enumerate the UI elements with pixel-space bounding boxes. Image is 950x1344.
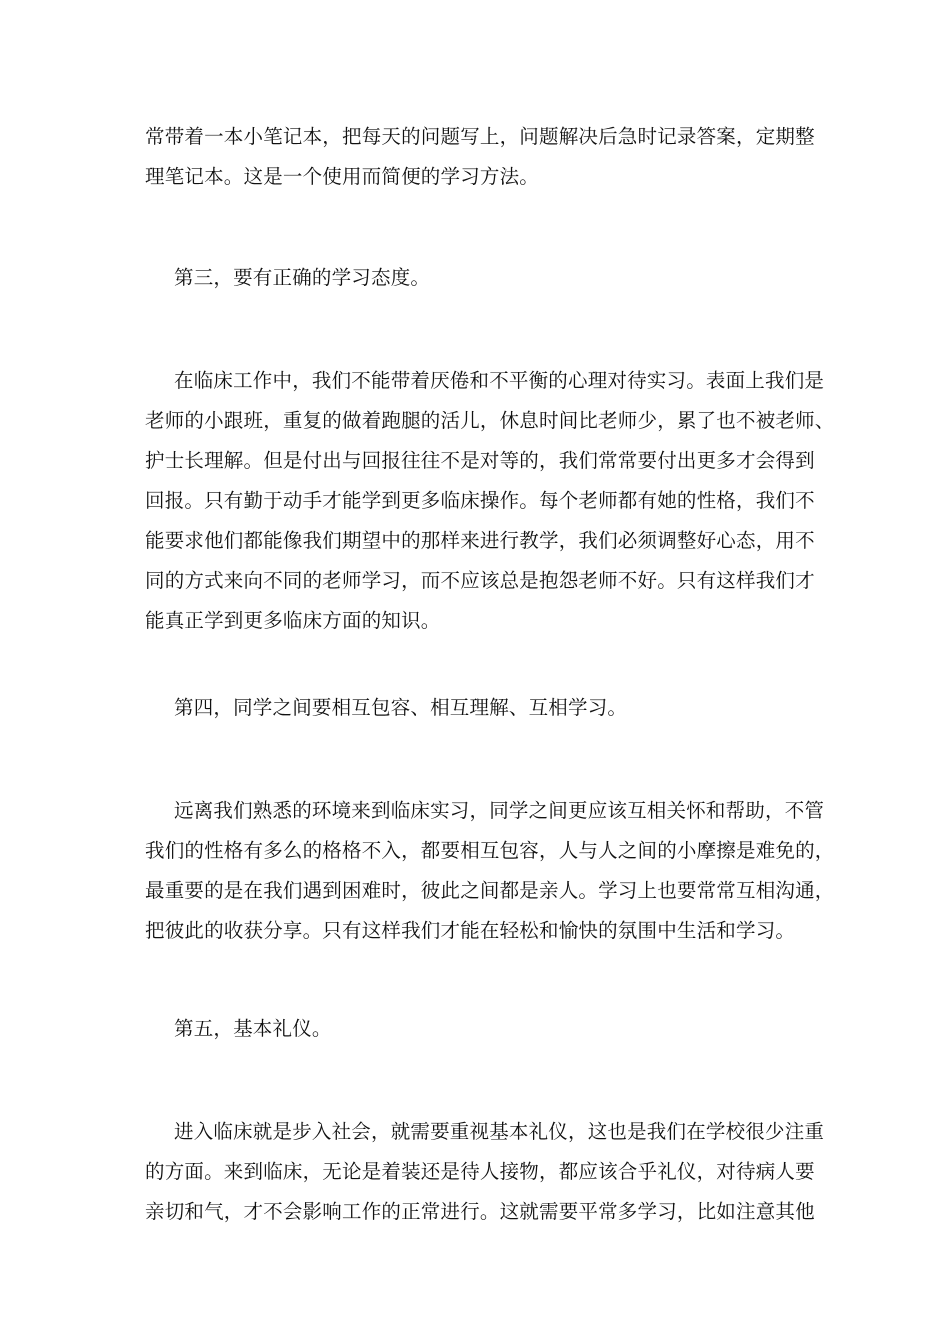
paragraph-line: 的方面。来到临床，无论是着装还是待人接物，都应该合乎礼仪，对待病人要: [145, 1160, 815, 1183]
paragraph-line: 能真正学到更多临床方面的知识。: [145, 609, 441, 632]
paragraph-line: 理笔记本。这是一个使用而简便的学习方法。: [145, 165, 540, 188]
paragraph-line: 护士长理解。但是付出与回报往往不是对等的，我们常常要付出更多才会得到: [145, 449, 815, 472]
paragraph-line: 最重要的是在我们遇到困难时，彼此之间都是亲人。学习上也要常常互相沟通，: [145, 879, 835, 902]
heading-line: 第三，要有正确的学习态度。: [174, 266, 431, 289]
paragraph-line: 同的方式来向不同的老师学习，而不应该总是抱怨老师不好。只有这样我们才: [145, 569, 815, 592]
paragraph-line: 进入临床就是步入社会，就需要重视基本礼仪，这也是我们在学校很少注重: [174, 1120, 825, 1143]
section-heading-fifth: [145, 1009, 809, 1049]
paragraph-line: 能要求他们都能像我们期望中的那样来进行教学，我们必须调整好心态，用不: [145, 529, 815, 552]
paragraph-line: 在临床工作中，我们不能带着厌倦和不平衡的心理对待实习。表面上我们是: [174, 369, 825, 392]
paragraph-line: 老师的小跟班，重复的做着跑腿的活儿，休息时间比老师少，累了也不被老师、: [145, 409, 835, 432]
paragraph-line: 远离我们熟悉的环境来到临床实习，同学之间更应该互相关怀和帮助，不管: [174, 799, 825, 822]
paragraph-line: 把彼此的收获分享。只有这样我们才能在轻松和愉快的氛围中生活和学习。: [145, 919, 796, 942]
section-heading-fourth: [145, 688, 809, 728]
heading-line: 第五，基本礼仪。: [174, 1017, 332, 1040]
paragraph-attitude: [145, 361, 835, 641]
heading-line: 第四，同学之间要相互包容、相互理解、互相学习。: [174, 696, 628, 719]
paragraph-line: 亲切和气，才不会影响工作的正常进行。这就需要平常多学习，比如注意其他: [145, 1200, 815, 1223]
paragraph-line: 常带着一本小笔记本，把每天的问题写上，问题解决后急时记录答案，定期整: [145, 125, 815, 148]
section-heading-third: [145, 258, 809, 298]
paragraph-line: 回报。只有勤于动手才能学到更多临床操作。每个老师都有她的性格，我们不: [145, 489, 815, 512]
paragraph-line: 我们的性格有多么的格格不入，都要相互包容，人与人之间的小摩擦是难免的，: [145, 839, 835, 862]
paragraph-continuation: [145, 117, 815, 197]
paragraph-etiquette: [145, 1112, 825, 1232]
paragraph-classmates: [145, 791, 835, 951]
